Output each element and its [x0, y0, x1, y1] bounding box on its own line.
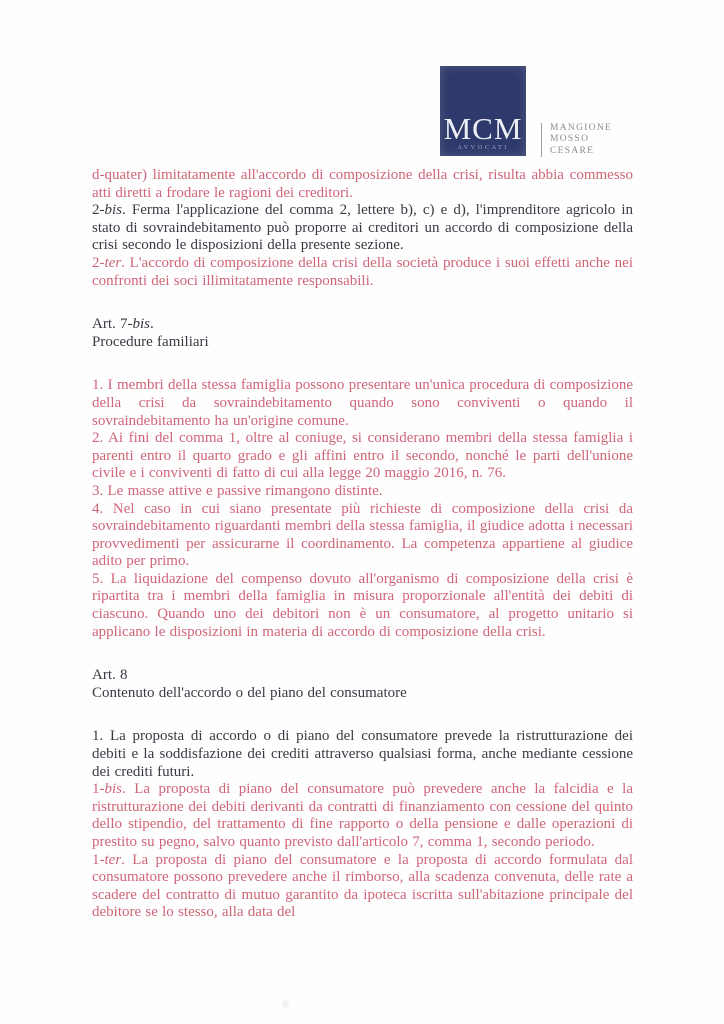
text-segment: ter — [104, 851, 122, 868]
paragraph — [92, 483, 633, 501]
firm-name-3: CESARE — [550, 145, 595, 156]
paragraph — [92, 202, 633, 255]
paragraph — [92, 685, 633, 703]
text-segment: bis — [104, 781, 123, 798]
firm-names — [541, 123, 612, 158]
text-segment: 1. I membri della stessa famiglia possono presentare un'unica procedura di composizione della crisi da sovraindebitamento quando sono conviventi o quando il sovraindebitamento ha un'origine comune. — [92, 377, 633, 429]
logo-text: MCM — [443, 111, 523, 146]
paragraph — [92, 334, 633, 352]
text-segment: . La proposta di piano del consumatore e la proposta di accordo formulata dal consumatore possono prevedere anche il rimborso, alla scadenza convenuta, delle rate a scadere del contratto di mutuo garantito da ipoteca iscritta sull'abitazione principale del debitore se lo stesso, alla data del — [92, 851, 633, 921]
logo-subtext: AVVOCATI — [457, 144, 509, 151]
text-segment: bis — [104, 202, 123, 219]
text-segment: bis — [132, 316, 151, 333]
paragraph — [92, 728, 633, 781]
text-segment: Contenuto dell'accordo o del piano del consumatore — [92, 684, 407, 701]
text-segment: . — [150, 316, 154, 333]
text-segment: . L'accordo di composizione della crisi della società produce i suoi effetti anche nei confronti dei soci illimitatamente responsabili. — [92, 254, 633, 289]
paragraph — [92, 667, 633, 685]
paragraph — [92, 571, 633, 641]
text-segment: Art. 7- — [92, 316, 133, 333]
scan-artifact — [282, 999, 289, 1008]
document-body — [92, 167, 633, 922]
letterhead — [440, 66, 612, 156]
text-segment: 3. Le masse attive e passive rimangono distinte. — [92, 482, 383, 499]
firm-name-1: MANGIONE — [550, 122, 613, 133]
text-segment: d-quater) limitatamente all'accordo di composizione della crisi, risulta abbia commesso atti diretti a frodare le ragioni dei creditori. — [92, 167, 633, 201]
paragraph — [92, 167, 633, 202]
text-segment: 1. La proposta di accordo o di piano del consumatore prevede la ristrutturazione dei debiti e la soddisfazione dei crediti attraverso qualsiasi forma, anche mediante cessione dei crediti futuri. — [92, 728, 633, 780]
text-segment: Procedure familiari — [92, 333, 209, 350]
paragraph — [92, 316, 633, 334]
text-segment: 2. Ai fini del comma 1, oltre al coniuge, si considerano membri della stessa famiglia i parenti entro il quarto grado e gli affini entro il secondo, nonché le parti dell'unione civile e i conviventi di fatto di cui alla legge 20 maggio 2016, n. 76. — [92, 430, 633, 482]
paragraph — [92, 430, 633, 483]
text-segment: ter — [104, 254, 122, 271]
text-segment: 1- — [92, 781, 105, 798]
text-segment: . La proposta di piano del consumatore può prevedere anche la falcidia e la ristrutturazione dei debiti derivanti da contratti di finanziamento con cessione del quinto dello stipendio, del trattamento di fine rapporto o della pensione e dalle operazioni di prestito su pegno, salvo quanto previsto dall'articolo 7, comma 1, secondo periodo. — [92, 781, 633, 850]
paragraph — [92, 377, 633, 430]
paragraph — [92, 501, 633, 571]
text-segment: Art. 8 — [92, 667, 128, 684]
text-segment: 1- — [92, 851, 105, 868]
paragraph — [92, 781, 633, 851]
paragraph — [92, 255, 633, 290]
mcm-logo — [440, 66, 526, 156]
text-segment: 2- — [92, 254, 105, 271]
paragraph — [92, 852, 633, 922]
text-segment: 4. Nel caso in cui siano presentate più richieste di composizione della crisi da sovraindebitamento riguardanti membri della stessa famiglia, il giudice adotta i necessari provvedimenti per assicurarne il coordinamento. La competenza appartiene al giudice adito per primo. — [92, 500, 633, 570]
firm-name-2: MOSSO — [550, 134, 590, 144]
text-segment: 2- — [92, 202, 105, 219]
text-segment: . Ferma l'applicazione del comma 2, lettere b), c) e d), l'imprenditore agricolo in stato di sovraindebitamento può proporre ai creditori un accordo di composizione della crisi secondo le disposizioni della presente sezione. — [92, 202, 633, 254]
text-segment: 5. La liquidazione del compenso dovuto all'organismo di composizione della crisi è ripartita tra i membri della famiglia in misura proporzionale all'entità dei debiti di ciascuno. Quando uno dei debitori non è un consumatore, al progetto unitario si applicano le disposizioni in materia di accordo di composizione della crisi. — [92, 570, 633, 640]
